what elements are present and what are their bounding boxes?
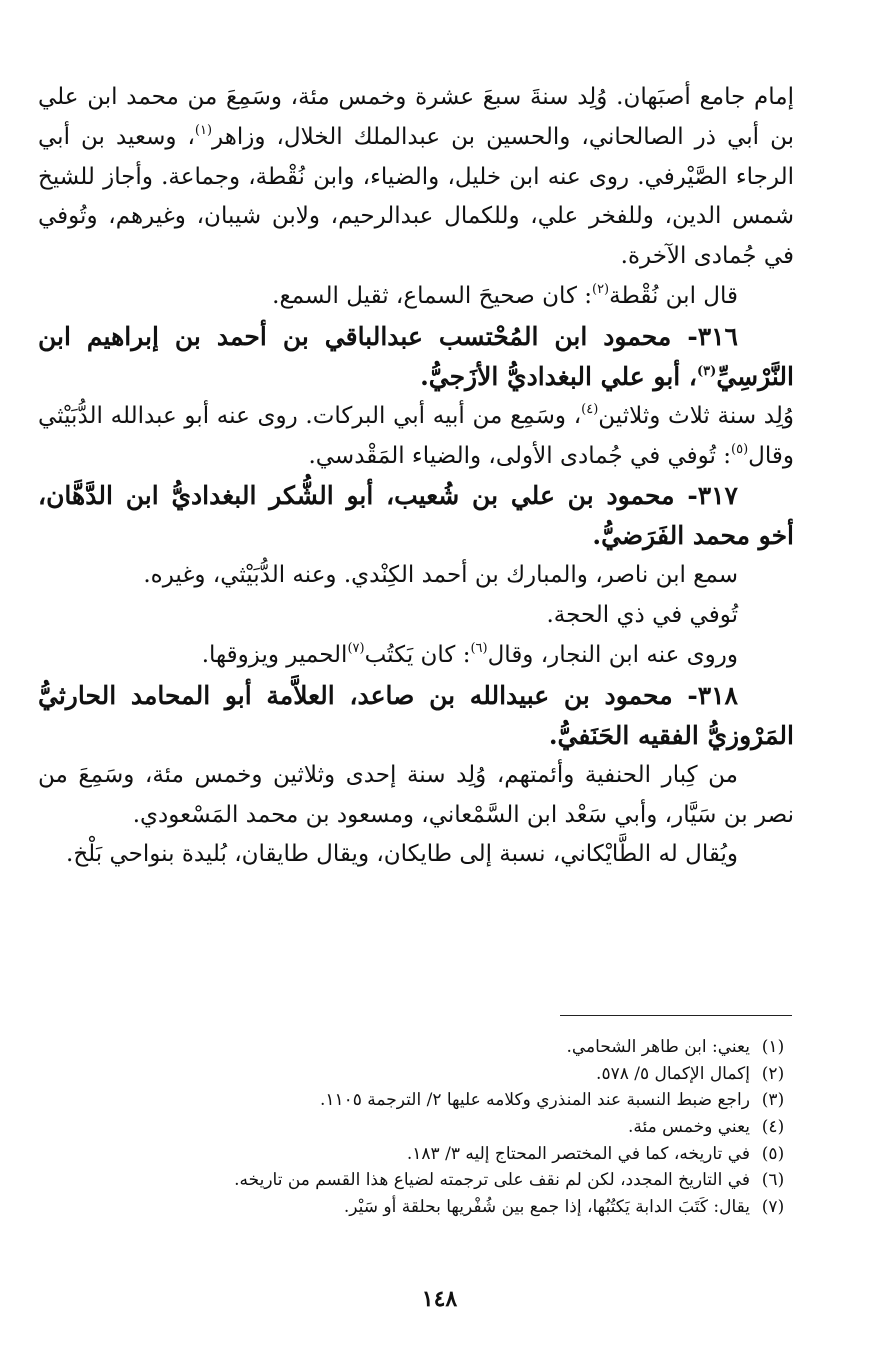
footnote-ref-5[interactable]: (٥): [731, 441, 749, 457]
entry-number: ٣١٦-: [687, 321, 738, 351]
footnote-item: [110, 1141, 796, 1168]
paragraph-318-a: من كِبار الحنفية وأئمتهم، وُلِد سنة إحدى وثلاثين وخمس مئة، وسَمِعَ من نصر بن سَيَّار، وأبي سَعْد ابن السَّمْعاني، ومسعود بن محمد المَسْعودي.: [38, 761, 794, 828]
text: وُلِد سنة ثلاث وثلاثين: [598, 402, 794, 429]
text: الحمير ويزوقها.: [201, 641, 348, 668]
entry-name: محمود بن علي بن شُعيب، أبو الشُّكر البغداديُّ ابن الدَّهَّان، أخو محمد الفَرَضيُّ.: [38, 481, 794, 551]
footnote-number: (١): [761, 1037, 785, 1057]
entry-name: محمود بن عبيدالله بن صاعد، العلاَّمة أبو المحامد الحارثيُّ المَرْوزيُّ الفقيه الحَنَفيُّ.: [38, 680, 794, 750]
paragraph-intro: [38, 78, 794, 277]
text: ، وسعيد بن أبي الرجاء الصَّيْرفي. روى عنه ابن خليل، والضياء، وابن نُقْطة، وجماعة. وأجاز للشيخ شمس الدين، وللفخر علي، وللكمال عبدالرحيم، ولابن شيبان، وغيرهم، وتُوفي في جُمادى الآخرة.: [38, 123, 794, 270]
text: : كان يَكتُب: [364, 641, 471, 668]
footnote-divider: [560, 1015, 792, 1016]
text: وروى عنه ابن النجار، وقال: [487, 641, 738, 668]
footnote-item: [110, 1087, 796, 1114]
entry-name-cont: ، أبو علي البغداديُّ الأزَجيُّ.: [420, 361, 698, 391]
text: : تُوفي في جُمادى الأولى، والضياء المَقْدسي.: [308, 442, 732, 469]
footnote-text: في تاريخه، كما في المختصر المحتاج إليه ٣/ ١٨٣.: [406, 1143, 750, 1164]
entry-heading-316: [38, 317, 794, 397]
footnote-text: راجع ضبط النسبة عند المنذري وكلامه عليها ٢/ الترجمة ١١٠٥.: [319, 1090, 750, 1111]
footnote-text: في التاريخ المجدد، لكن لم نقف على ترجمته لضياع هذا القسم من تاريخه.: [234, 1170, 750, 1191]
text: قال ابن نُقْطة: [609, 282, 738, 309]
footnote-ref-4[interactable]: (٤): [581, 401, 599, 417]
text: إمام جامع أصبَهان. وُلِد سنةَ سبعَ عشرة وخمس مئة، وسَمِعَ من محمد ابن علي بن أبي ذر الصالحاني، والحسين بن عبدالملك الخلال، وزاهر: [38, 84, 794, 150]
paragraph-318-b: ويُقال له الطَّايْكاني، نسبة إلى طايكان، ويقال طايقان، بُليدة بنواحي بَلْخ.: [66, 841, 738, 868]
footnote-number: (٢): [761, 1063, 785, 1084]
entry-heading-318: [38, 676, 794, 756]
paragraph-317-b: تُوفي في ذي الحجة.: [546, 602, 738, 629]
paragraph-317-c: [38, 636, 794, 676]
footnote-item: [110, 1194, 796, 1221]
entry-name: محمود ابن المُحْتسب عبدالباقي بن أحمد بن إبراهيم ابن النَّرْسِيِّ: [38, 321, 794, 391]
entry-number: ٣١٧-: [687, 481, 738, 511]
footnote-number: (٤): [761, 1117, 785, 1138]
footnote-text: يعني وخمس مئة.: [627, 1117, 750, 1138]
main-text: [38, 78, 794, 875]
paragraph-316: [38, 397, 794, 477]
footnote-item: [110, 1061, 796, 1088]
entry-heading-317: [38, 476, 794, 556]
paragraph-quote: [38, 277, 794, 317]
footnote-text: يقال: كَتَبَ الدابة يَكتُبُها، إذا جمع بين شُفْريها بحلقة أو سَيْر.: [343, 1197, 750, 1218]
text: : كان صحيحَ السماع، ثقيل السمع.: [272, 282, 592, 309]
footnote-item: [110, 1167, 796, 1194]
footnote-text: إكمال الإكمال ٥/ ٥٧٨.: [596, 1063, 750, 1084]
footnote-item: [110, 1114, 796, 1141]
footnote-number: (٥): [761, 1143, 785, 1164]
footnote-ref-2[interactable]: (٢): [591, 281, 610, 297]
footnote-number: (٧): [761, 1197, 785, 1218]
footnote-ref-1[interactable]: (١): [194, 122, 213, 138]
footnote-item: [110, 1034, 796, 1061]
paragraph-317-a: سمع ابن ناصر، والمبارك بن أحمد الكِنْدي. وعنه الدُّبَيْثي، وغيره.: [143, 562, 738, 589]
page-number: ١٤٨: [421, 1286, 458, 1312]
footnotes: [110, 1034, 796, 1221]
footnote-number: (٣): [761, 1090, 785, 1111]
footnote-number: (٦): [761, 1170, 785, 1191]
footnote-ref-3[interactable]: (٣): [697, 363, 717, 379]
entry-number: ٣١٨-: [687, 680, 738, 710]
footnote-text: يعني: ابن طاهر الشحامي.: [566, 1037, 750, 1057]
footnote-ref-7[interactable]: (٧): [347, 640, 365, 656]
text: ، وسَمِع من أبيه أبي البركات. روى عنه أبو عبدالله الدُّبَيْثي وقال: [38, 402, 794, 469]
footnote-ref-6[interactable]: (٦): [470, 640, 488, 656]
